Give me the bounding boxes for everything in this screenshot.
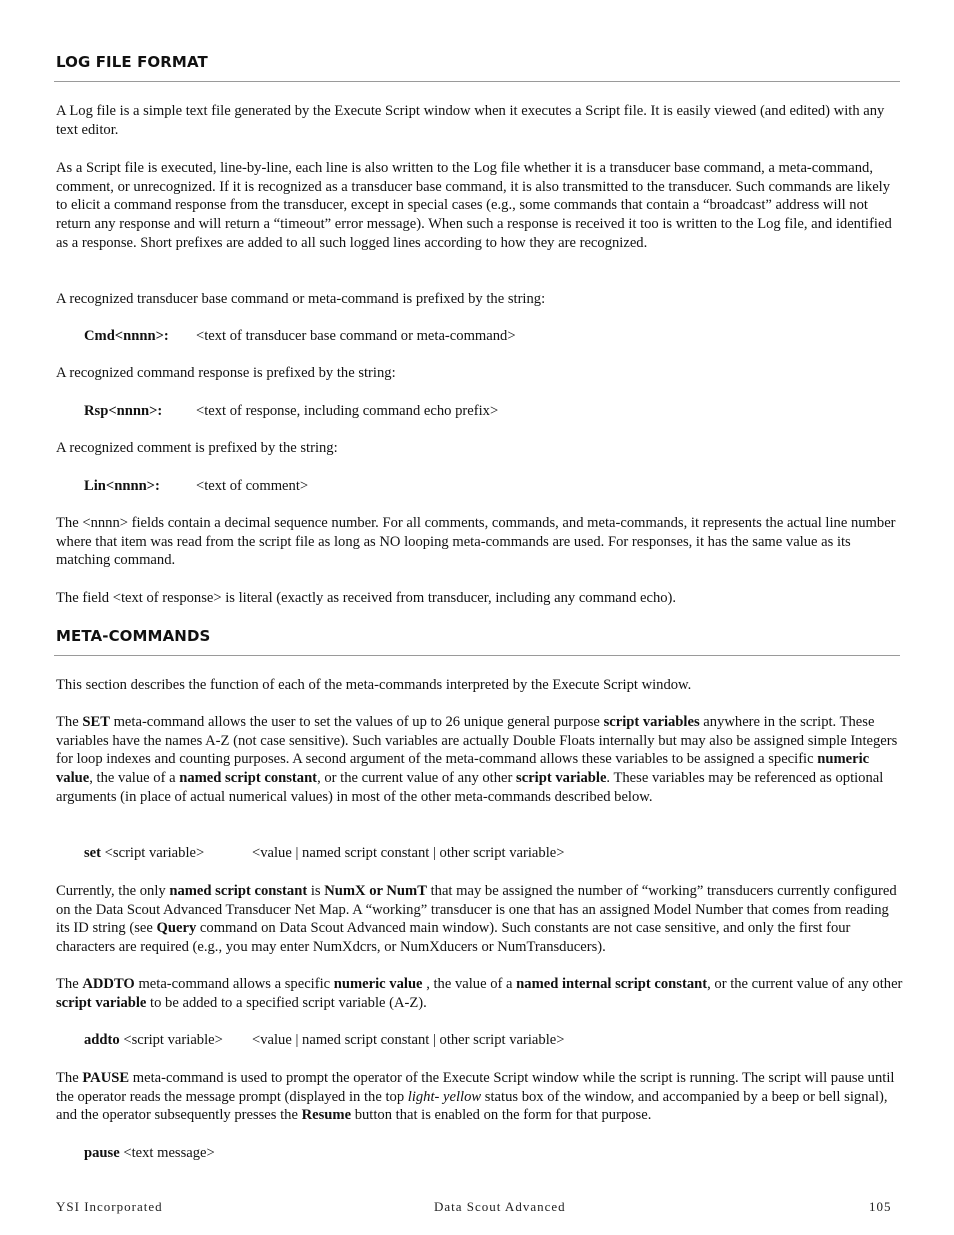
term-named-internal-script-constant: named internal script constant <box>516 976 708 992</box>
keyword-pause: PAUSE <box>82 1070 130 1086</box>
term-named-script-constant: named script constant <box>169 883 308 899</box>
log-prefix-example-cmd <box>84 327 516 346</box>
command-argument: <text message> <box>119 1145 215 1161</box>
term-resume: Resume <box>301 1107 352 1124</box>
footer-company: YSI Incorporated <box>56 1199 163 1214</box>
command-keyword: set <box>84 845 102 861</box>
keyword-addto: ADDTO <box>82 976 135 992</box>
term-light-yellow: light- yellow <box>407 1088 482 1105</box>
text-run: , or the current value of any other <box>317 770 517 787</box>
log-prefix-example-lin <box>84 477 309 496</box>
term-numx-numt: NumX or NumT <box>324 883 427 899</box>
section-heading-meta-commands: META-COMMANDS <box>56 627 211 645</box>
term-script-variables: script variables <box>603 714 700 730</box>
term-script-variable: script variable <box>56 994 147 1011</box>
term-query: Query <box>156 920 197 937</box>
text-run: , the value of a <box>422 976 517 992</box>
paragraph: The field <text of response> is literal (exactly as received from transducer, including any command echo). <box>56 590 677 606</box>
prefix-description: <text of response, including command echo prefix> <box>196 403 499 419</box>
paragraph: A recognized command response is prefixed by the string: <box>56 365 396 381</box>
term-script-variable: script variable <box>516 770 607 787</box>
prefix-label: Cmd<nnnn>: <box>84 328 169 344</box>
text-run: . These variables may be referenced as optional arguments (in place of actual numerical values) in most of the other meta-commands described below. <box>56 770 884 805</box>
footer-page-number: 105 <box>869 1199 892 1214</box>
syntax-example-addto <box>84 1031 565 1050</box>
text-run: Currently, the only <box>56 883 170 899</box>
text-run: that may be assigned the number of “working” transducers currently configured on the Data Scout Advanced Transducer Net Map. A “working” transducer is one that has an assigned Model Number that comes from reading its ID string (see <box>56 883 897 937</box>
prefix-description: <text of transducer base command or meta-command> <box>196 328 516 344</box>
text-run: The <box>56 1070 83 1086</box>
prefix-label: Rsp<nnnn>: <box>84 403 163 419</box>
term-named-script-constant: named script constant <box>179 770 318 787</box>
text-run: meta-command is used to prompt the operator of the Execute Script window while the script is running. The script will pause until the operator reads the message prompt (displayed in the top <box>56 1070 895 1105</box>
term-numeric-value: numeric value <box>333 976 423 992</box>
command-argument: <script variable> <box>101 845 205 861</box>
text-run: is <box>307 883 325 899</box>
paragraph: As a Script file is executed, line-by-line, each line is also written to the Log file whether it is a transducer base command, a meta-command, comment, or unrecognized. If it is recognized as a transducer base command, it is also transmitted to the transducer. Such commands are likely to elicit a command response from the transducer, except in special cases (e.g., some commands that contain a “broadcast” address will not return any response and will return a “timeout” error message). When such a response is received it too is written to the Log file, and identified as a response. Short prefixes are added to all such logged lines according to how they are recognized. <box>56 160 892 251</box>
text-run: to be added to a specified script variable (A-Z). <box>146 994 427 1011</box>
paragraph: A recognized transducer base command or meta-command is prefixed by the string: <box>56 291 546 307</box>
prefix-label: Lin<nnnn>: <box>84 478 160 494</box>
text-run: , the value of a <box>89 770 180 787</box>
syntax-example-set <box>84 844 565 863</box>
named-constant-paragraph <box>56 882 904 957</box>
paragraph: A Log file is a simple text file generated by the Execute Script window when it executes a Script file. It is easily viewed (and edited) with any text editor. <box>56 103 885 138</box>
text-run: status box of the window, and accompanied by a beep or bell signal), and the operator subsequently presses the <box>56 1088 888 1124</box>
text-run: meta-command allows the user to set the values of up to 26 unique general purpose <box>109 714 604 730</box>
text-run: The <box>56 976 83 992</box>
text-run: meta-command allows a specific <box>134 976 334 992</box>
set-description-paragraph <box>56 713 904 807</box>
footer-product: Data Scout Advanced <box>434 1199 566 1214</box>
command-value: <value | named script constant | other script variable> <box>252 1032 565 1048</box>
syntax-example-pause <box>84 1144 215 1163</box>
text-run: , or the current value of any other <box>707 976 903 992</box>
heading-divider <box>54 81 900 82</box>
section-heading-log-file-format: LOG FILE FORMAT <box>56 53 208 71</box>
keyword-set: SET <box>82 714 110 730</box>
command-value: <value | named script constant | other script variable> <box>252 845 565 861</box>
paragraph: This section describes the function of each of the meta-commands interpreted by the Execute Script window. <box>56 677 692 693</box>
text-run: The <box>56 714 83 730</box>
command-keyword: pause <box>84 1145 120 1161</box>
pause-description-paragraph <box>56 1069 904 1125</box>
addto-description-paragraph <box>56 975 904 1012</box>
term-numeric-value: numeric value <box>56 751 870 787</box>
command-argument: <script variable> <box>119 1032 223 1048</box>
paragraph: A recognized comment is prefixed by the string: <box>56 440 338 456</box>
prefix-description: <text of comment> <box>196 478 309 494</box>
log-prefix-example-rsp <box>84 402 499 421</box>
heading-divider <box>54 655 900 656</box>
text-run: anywhere in the script. These variables have the names A-Z (not case sensitive). Such variables are actually Double Floats internally but may also be assigned simple Integers for loop indexes and counting purposes. A second argument of the meta-command allows these variables to be assigned a specific <box>56 714 898 768</box>
paragraph: The <nnnn> fields contain a decimal sequence number. For all comments, commands, and meta-commands, it represents the actual line number where that item was read from the script file as long as NO looping meta-commands are used. For responses, it has the same value as its matching command. <box>56 515 896 569</box>
text-run: command on Data Scout Advanced main window). Such constants are not case sensitive, and only the first four characters are required (e.g., you may enter NumXdcrs, or NumXducers or NumTransducers). <box>56 920 851 956</box>
text-run: button that is enabled on the form for that purpose. <box>351 1107 652 1124</box>
command-keyword: addto <box>84 1032 120 1048</box>
